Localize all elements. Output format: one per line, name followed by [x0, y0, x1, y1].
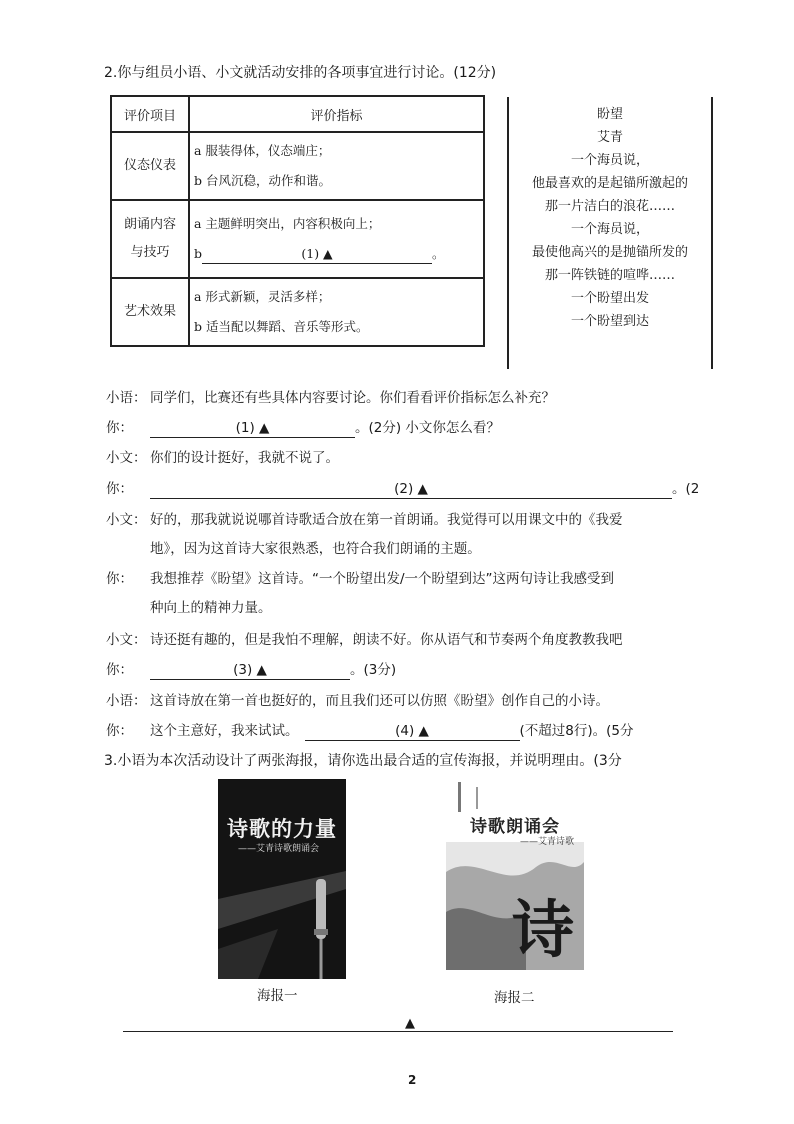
speaker: 你： [106, 481, 133, 497]
poster-one-caption: 海报一 [257, 988, 298, 1004]
speaker: 小文： [106, 512, 147, 528]
speech: 诗还挺有趣的，但是我怕不理解，朗读不好。你从语气和节奏两个角度教教我吧 [150, 632, 623, 648]
indicator-line: b 适当配以舞蹈、音乐等形式。 [194, 319, 369, 334]
question-3-title: 3.小语为本次活动设计了两张海报，请你选出最合适的宣传海报，并说明理由。(3分 [104, 753, 622, 769]
speech: 我想推荐《盼望》这首诗。“一个盼望出发/一个盼望到达”这两句诗让我感受到 [150, 571, 615, 587]
speech: 。(3分) [350, 662, 397, 678]
table-cell-indicators [189, 132, 484, 200]
speaker: 小文： [106, 450, 147, 466]
dialogue-line [106, 719, 633, 741]
indicator-line [194, 239, 479, 269]
indicator-prefix: b [194, 246, 203, 261]
dialogue-line [106, 628, 623, 648]
dialogue-line [106, 446, 339, 466]
table-cell-item: 仪态仪表 [111, 132, 189, 200]
dialogue-line [106, 567, 614, 587]
poem-line: 他最喜欢的是起锚所激起的 [531, 176, 688, 191]
poem-line: 一个盼望到达 [570, 314, 649, 329]
speech: 这个主意好，我来试试。 [150, 723, 299, 739]
poster-two-big-character: 诗 [512, 893, 575, 966]
poster-two-subtitle: ——艾青诗歌 [520, 837, 575, 847]
table-header-item: 评价项目 [111, 96, 189, 132]
answer-blank-1[interactable]: (1) ▲ [150, 419, 355, 438]
speech: 好的，那我就说说哪首诗歌适合放在第一首朗诵。我觉得可以用课文中的《我爱 [150, 512, 623, 528]
table-header-indicator: 评价指标 [189, 96, 484, 132]
dialogue-line [106, 477, 699, 499]
table-row [111, 278, 484, 346]
page-number: 2 [408, 1073, 417, 1087]
poem-box [507, 97, 713, 369]
answer-blank-4[interactable]: (4) ▲ [305, 722, 520, 741]
poem-title: 盼望 [596, 107, 623, 122]
answer-blank-1-table[interactable]: (1) ▲ [202, 245, 432, 264]
indicator-line: a 服装得体，仪态端庄； [194, 143, 331, 158]
poster-two[interactable] [446, 782, 584, 970]
table-cell-indicators [189, 278, 484, 346]
poster-one-background [218, 779, 346, 979]
speech: 。(2分) 小文你怎么看？ [355, 420, 500, 436]
indicator-line: b 台风沉稳，动作和谐。 [194, 173, 331, 188]
question-2-title: 2.你与组员小语、小文就活动安排的各项事宜进行讨论。(12分) [104, 65, 497, 81]
item-line: 朗诵内容 [123, 217, 176, 232]
dialogue-continuation: 种向上的精神力量。 [150, 600, 272, 616]
answer-marker: ▲ [405, 1016, 415, 1031]
poster-one-title: 诗歌的力量 [227, 817, 337, 841]
dialogue-line [106, 386, 555, 406]
speaker: 小语： [106, 390, 147, 406]
poem-author: 艾青 [596, 130, 623, 145]
dialogue-line [106, 689, 609, 709]
poem-line: 最使他高兴的是抛锚所发的 [531, 245, 688, 260]
poster-two-caption: 海报二 [494, 990, 535, 1006]
table-cell-item: 艺术效果 [111, 278, 189, 346]
speaker: 你： [106, 662, 133, 678]
poster-one[interactable] [218, 779, 346, 979]
speech: 这首诗放在第一首也挺好的，而且我们还可以仿照《盼望》创作自己的小诗。 [150, 693, 609, 709]
answer-blank-2[interactable]: (2) ▲ [150, 480, 672, 499]
table-cell-item [111, 200, 189, 278]
evaluation-table [110, 95, 485, 347]
poem-line: 一个海员说， [570, 153, 649, 168]
table-cell-indicators [189, 200, 484, 278]
speaker: 你： [106, 420, 133, 436]
poem-line: 那一阵铁链的喧哗…… [544, 268, 675, 283]
poem-line: 一个盼望出发 [570, 291, 649, 306]
indicator-line: a 主题鲜明突出，内容积极向上； [194, 216, 381, 231]
answer-line[interactable] [123, 1031, 673, 1032]
answer-blank-3[interactable]: (3) ▲ [150, 661, 350, 680]
poster-one-subtitle: ——艾青诗歌朗诵会 [238, 844, 320, 854]
dialogue-line [106, 416, 500, 438]
dialogue-line [106, 508, 623, 528]
speaker: 小文： [106, 632, 147, 648]
table-row [111, 132, 484, 200]
speech: (不超过8行)。(5分 [519, 723, 634, 739]
indicator-line: a 形式新颖，灵活多样； [194, 289, 331, 304]
poster-two-title: 诗歌朗诵会 [470, 817, 560, 837]
dialogue-continuation: 地》，因为这首诗大家很熟悉，也符合我们朗诵的主题。 [150, 541, 481, 557]
speech: 你们的设计挺好，我就不说了。 [150, 450, 339, 466]
table-row [111, 200, 484, 278]
dialogue-line [106, 658, 396, 680]
poem-line: 那一片洁白的浪花…… [544, 199, 675, 214]
indicator-suffix: 。 [432, 246, 445, 261]
speech: 。(2 [672, 481, 700, 497]
speaker: 你： [106, 571, 133, 587]
item-line: 与技巧 [130, 245, 170, 260]
speaker: 你： [106, 723, 133, 739]
speaker: 小语： [106, 693, 147, 709]
poem-line: 一个海员说， [570, 222, 649, 237]
speech: 同学们，比赛还有些具体内容要讨论。你们看看评价指标怎么补充？ [150, 390, 555, 406]
